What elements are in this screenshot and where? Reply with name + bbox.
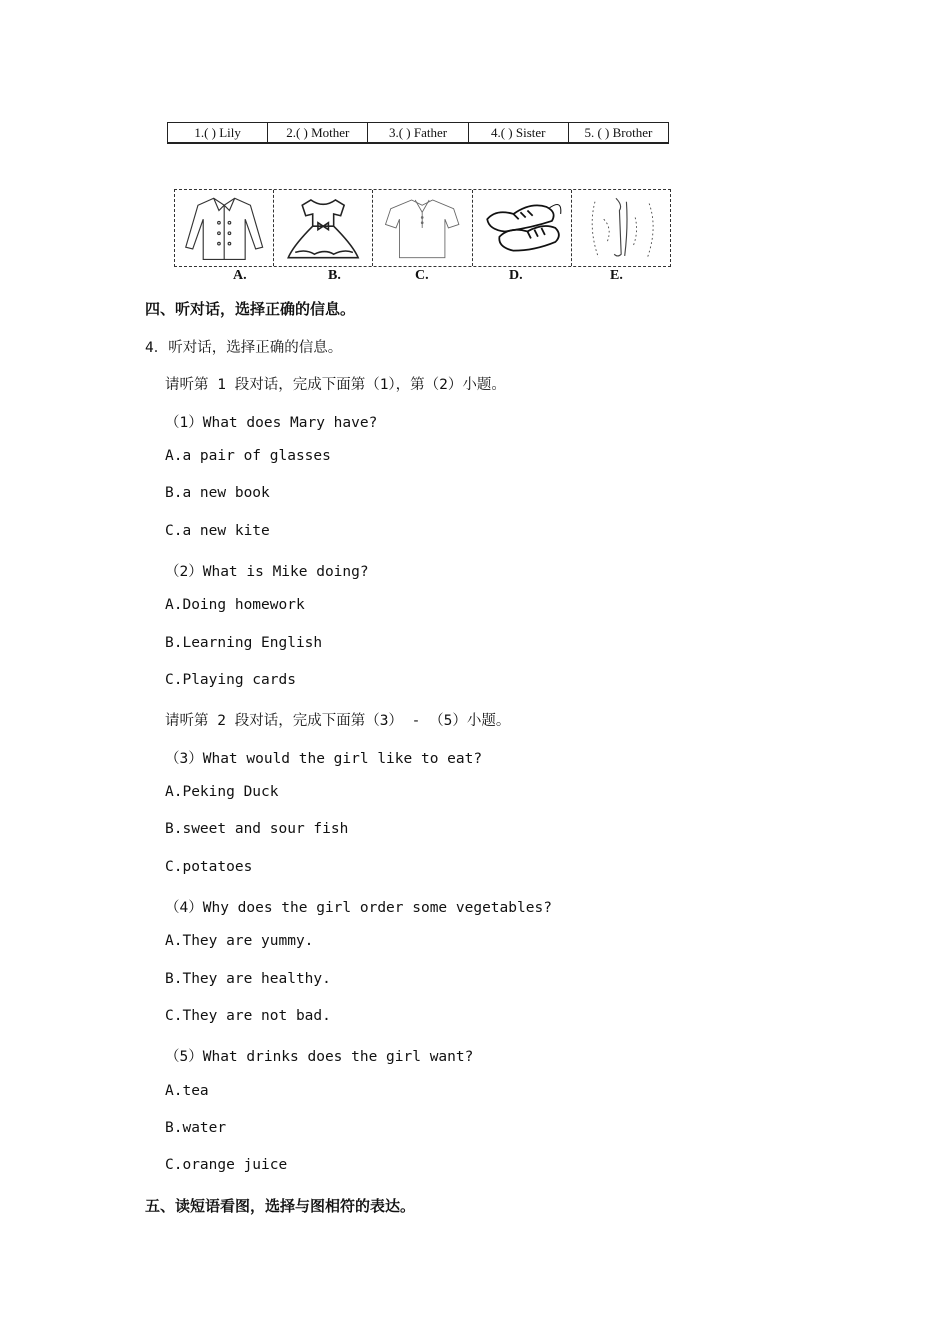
q4-option-a: A.They are yummy. [165, 933, 314, 949]
q5-option-b: B.water [165, 1120, 227, 1136]
match-item-lily: 1.( ) Lily [168, 123, 268, 142]
shoes-icon [473, 190, 572, 266]
picture-label-c: C. [415, 268, 429, 283]
shirt-icon [373, 190, 472, 266]
part1-instruction: 请听第 1 段对话，完成下面第（1），第（2）小题。 [165, 377, 506, 393]
q1-option-c: C.a new kite [165, 523, 270, 539]
matching-table [167, 122, 669, 144]
match-item-mother: 2.( ) Mother [268, 123, 368, 142]
q3-option-c: C.potatoes [165, 859, 253, 875]
q3-option-a: A.Peking Duck [165, 784, 279, 800]
question-4: （4）Why does the girl order some vegetables? [165, 900, 552, 916]
picture-strip [174, 189, 671, 267]
q4-option-b: B.They are healthy. [165, 971, 331, 987]
q2-option-a: A.Doing homework [165, 597, 305, 613]
q1-option-a: A.a pair of glasses [165, 448, 331, 464]
question-3: （3）What would the girl like to eat? [165, 751, 483, 767]
question-1: （1）What does Mary have? [165, 415, 378, 431]
coat-icon [175, 190, 274, 266]
question-5: （5）What drinks does the girl want? [165, 1049, 474, 1065]
section4-title: 四、听对话，选择正确的信息。 [145, 300, 356, 318]
dress-icon [274, 190, 373, 266]
section5-title: 五、读短语看图，选择与图相符的表达。 [145, 1197, 416, 1215]
picture-label-a: A. [233, 268, 247, 283]
question4-intro: 4．听对话，选择正确的信息。 [145, 340, 343, 356]
q5-option-c: C.orange juice [165, 1157, 288, 1173]
q2-option-c: C.Playing cards [165, 672, 296, 688]
q1-option-b: B.a new book [165, 485, 270, 501]
q5-option-a: A.tea [165, 1083, 209, 1099]
match-item-sister: 4.( ) Sister [469, 123, 569, 142]
picture-label-b: B. [328, 268, 341, 283]
scarf-icon [572, 190, 670, 266]
part2-instruction: 请听第 2 段对话，完成下面第（3） - （5）小题。 [165, 713, 511, 729]
picture-label-d: D. [509, 268, 523, 283]
q3-option-b: B.sweet and sour fish [165, 821, 349, 837]
q4-option-c: C.They are not bad. [165, 1008, 331, 1024]
match-item-brother: 5. ( ) Brother [584, 125, 653, 140]
picture-label-e: E. [610, 268, 623, 283]
q2-option-b: B.Learning English [165, 635, 323, 651]
match-item-father: 3.( ) Father [368, 123, 468, 142]
question-2: （2）What is Mike doing? [165, 564, 369, 580]
